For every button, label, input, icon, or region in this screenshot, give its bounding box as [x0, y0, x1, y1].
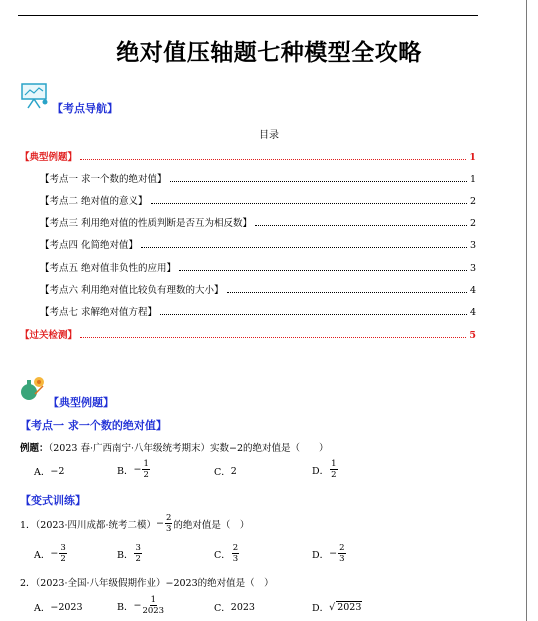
fraction	[338, 543, 345, 564]
fraction	[142, 459, 149, 480]
denominator: 2	[143, 470, 149, 480]
minus-sign: −	[329, 548, 338, 559]
toc-item-page: 3	[469, 263, 476, 274]
topic-heading: 【考点一 求一个数的绝对值】	[20, 419, 167, 432]
denominator: 3	[232, 554, 239, 564]
toc-item-page: 2	[469, 218, 476, 229]
numerator: 2	[232, 543, 239, 553]
page-edge	[526, 0, 527, 621]
header-rule	[18, 15, 478, 16]
question-2: 2．（2023·全国·八年级假期作业）−2023的绝对值是（ ）	[20, 578, 274, 589]
page-title: 绝对值压轴题七种模型全攻略	[116, 40, 422, 66]
toc-item-label: 【典型例题】	[20, 152, 78, 163]
denominator: 2	[135, 554, 141, 564]
option-a[interactable]	[34, 600, 83, 614]
example-question	[20, 440, 329, 454]
minus-sign: −	[133, 600, 142, 611]
option-value: 2023	[230, 601, 255, 613]
toc-leader	[179, 270, 467, 271]
numerator: 2	[339, 543, 345, 553]
toc-item-label: 【考点四 化简绝对值】	[40, 240, 139, 251]
fraction	[165, 513, 172, 534]
toc-item-label: 【考点七 求解绝对值方程】	[40, 307, 158, 318]
option-label: D．	[312, 465, 330, 477]
toc-item[interactable]	[20, 149, 476, 163]
toc-item-label: 【考点六 利用绝对值比较负有理数的大小】	[40, 285, 224, 296]
numerator: 1	[331, 459, 337, 469]
toc-item[interactable]	[20, 327, 476, 341]
denominator: 2023	[142, 606, 165, 616]
option-a[interactable]	[34, 464, 64, 478]
practice-heading: 【变式训练】	[20, 494, 86, 507]
toc-leader	[227, 292, 467, 293]
option-c[interactable]	[214, 464, 237, 478]
option-label: D．	[312, 603, 330, 614]
toc-item[interactable]	[40, 282, 476, 296]
toc-item-label: 【过关检测】	[20, 330, 78, 341]
toc-item-page: 3	[469, 240, 476, 251]
toc-item-page: 4	[469, 307, 476, 318]
toc-leader	[160, 314, 467, 315]
toc-leader	[151, 203, 467, 204]
option-b[interactable]	[117, 595, 165, 616]
option-c[interactable]	[214, 600, 255, 614]
question-text: 的绝对值是（ ）	[173, 519, 250, 531]
fraction	[59, 543, 66, 564]
option-label: A．	[34, 603, 51, 614]
toc-item[interactable]	[40, 260, 476, 274]
fraction	[232, 543, 239, 564]
option-d[interactable]	[312, 600, 362, 614]
toc-item-label: 【考点五 绝对值非负性的应用】	[40, 263, 177, 274]
option-label: D．	[312, 549, 330, 561]
toc-item[interactable]	[40, 215, 476, 229]
option-value: −2023	[50, 601, 83, 613]
option-label: A．	[34, 467, 51, 478]
toc-item[interactable]	[40, 193, 476, 207]
minus-sign: −	[156, 518, 164, 529]
toc-item[interactable]	[40, 304, 476, 318]
option-value: −2	[50, 465, 65, 477]
numerator: 1	[143, 459, 149, 469]
option-d[interactable]	[312, 543, 347, 564]
option-value: 2	[230, 465, 237, 477]
toc-item-page: 2	[469, 196, 476, 207]
toc-item-page: 5	[469, 330, 476, 341]
option-label: C．	[214, 549, 231, 561]
minus-sign: −	[133, 464, 142, 475]
option-label: B．	[117, 465, 134, 477]
minus-sign: −	[50, 548, 59, 559]
option-b[interactable]	[117, 543, 143, 564]
option-d[interactable]	[312, 459, 339, 480]
radicand: 2023	[337, 602, 362, 613]
toc-item[interactable]	[40, 237, 476, 251]
denominator: 3	[339, 554, 345, 564]
option-label: C．	[214, 467, 231, 478]
toc-item-page: 1	[469, 152, 476, 163]
denominator: 3	[165, 524, 172, 534]
option-b[interactable]	[117, 459, 151, 480]
numerator: 3	[135, 543, 141, 553]
toc-leader	[255, 225, 467, 226]
example-prefix: 例题：	[20, 443, 49, 454]
toc-item-label: 【考点二 绝对值的意义】	[40, 196, 148, 207]
example-text: （2023 春·广西南宁·八年级统考期末）实数−2的绝对值是（ ）	[48, 443, 329, 454]
denominator: 2	[60, 554, 66, 564]
sqrt-sign: √	[329, 601, 336, 613]
flask-icon	[19, 374, 47, 402]
toc-leader	[80, 337, 466, 338]
option-a[interactable]	[34, 543, 68, 564]
question-1	[20, 513, 249, 534]
toc-leader	[80, 159, 466, 160]
toc-item-label: 【考点一 求一个数的绝对值】	[40, 174, 167, 185]
toc-leader	[141, 247, 467, 248]
section-heading: 【典型例题】	[48, 396, 114, 409]
toc-item-page: 1	[469, 174, 476, 185]
fraction	[330, 459, 337, 480]
presentation-board-icon	[19, 82, 49, 110]
numerator: 1	[150, 595, 156, 605]
toc-item-page: 4	[469, 285, 476, 296]
numerator: 2	[165, 513, 172, 523]
nav-heading: 【考点导航】	[52, 102, 118, 115]
denominator: 2	[331, 470, 337, 480]
toc-item[interactable]	[40, 171, 476, 185]
option-label: C．	[214, 603, 231, 614]
option-c[interactable]	[214, 543, 240, 564]
option-label: B．	[117, 601, 134, 613]
option-label: B．	[117, 549, 134, 561]
toc-leader	[170, 181, 467, 182]
question-text: 1．（2023·四川成都·统考二模）	[20, 519, 157, 531]
option-label: A．	[34, 549, 51, 561]
fraction	[134, 543, 141, 564]
toc-item-label: 【考点三 利用绝对值的性质判断是否互为相反数】	[40, 218, 253, 229]
toc-title: 目录	[259, 130, 279, 141]
fraction	[142, 595, 164, 616]
numerator: 3	[60, 543, 66, 553]
